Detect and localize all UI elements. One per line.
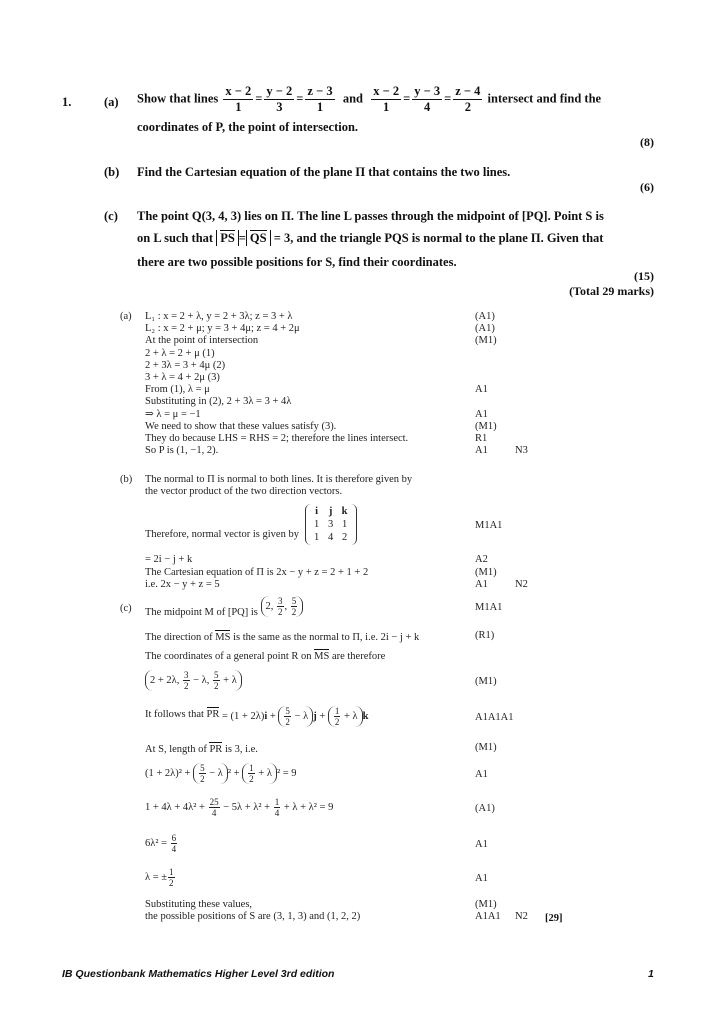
part-c-line3: there are two possible positions for S, find their coordinates. bbox=[137, 255, 457, 269]
ms-a-row: At the point of intersection (M1) bbox=[145, 335, 497, 347]
question-number: 1. bbox=[62, 95, 72, 109]
footer-title: IB Questionbank Mathematics Higher Level 3rd edition bbox=[62, 968, 335, 980]
ms-a-row: L₂ : x = 2 + μ; y = 3 + 4μ; z = 4 + 2μ (A1) bbox=[145, 323, 495, 335]
matrix-cell: j bbox=[328, 506, 333, 518]
mark-code: (M1) bbox=[475, 335, 497, 347]
ms-b-block: The normal to Π is normal to both lines. It is therefore given by the vector product of the two direction vectors. Therefore, normal vector is given by i j k 1 3 1 1 4 2 M1A1 = 2i − j + k A2 The Cartesian equation of Π is 2x − y + z = 2 + 1 + 2 (M1) i.e. 2x − y + z = 5 A1 N2 bbox=[145, 474, 528, 590]
part-c-line2: on L such that PS = QS = 3, and the triangle PQS is normal to the plane Π. Given that bbox=[137, 231, 604, 245]
mark-code: A1 bbox=[475, 408, 488, 420]
normal-determinant bbox=[305, 504, 357, 545]
matrix-cell: 4 bbox=[327, 532, 334, 544]
line1-fraction-z: $\frac{z - 3}{1}$ bbox=[307, 84, 333, 114]
line2-fraction-x: $\frac{x - 2}{1}$ bbox=[373, 84, 400, 114]
matrix-cell: 2 bbox=[341, 532, 348, 544]
mark-note: N3 bbox=[515, 445, 528, 457]
part-c-marks: (15) bbox=[634, 269, 654, 283]
ms-a-label: (a) bbox=[120, 311, 132, 322]
ms-a-row: 2 + λ = 2 + μ (1) bbox=[145, 347, 215, 359]
matrix-cell: k bbox=[341, 506, 348, 518]
part-a-text: Show that lines $\frac{x - 2}{1}$ = $\frac{y - 2}{3}$ = $\frac{z - 3}{1}$ and $\frac{x - 2}{1}$ = $\frac{y - 3}{4}$ = $\frac{z - 4}{2}$ intersect and find the bbox=[137, 84, 602, 114]
ms-a-block bbox=[145, 311, 565, 457]
part-c-line1: The point Q(3, 4, 3) lies on Π. The line L passes through the midpoint of [PQ]. Point S is bbox=[137, 209, 604, 223]
ms-a-row: 3 + λ = 4 + 2μ (3) bbox=[145, 372, 220, 384]
ms-a-row: So P is (1, −1, 2). A1 N3 bbox=[145, 445, 528, 457]
general-point: 2 + 2λ, $\frac{3}{2}$ − λ, $\frac{5}{2}$ + λ bbox=[145, 670, 242, 691]
part-a-label: (a) bbox=[104, 95, 119, 109]
line1-fraction-y: $\frac{y - 2}{3}$ bbox=[266, 84, 293, 114]
ms-c-block: The midpoint M of [PQ] is 2, $\frac{3}{2}$ , $\frac{5}{2}$ M1A1 The direction of MS is the same as the normal to Π, i.e. 2i − j + k (R1) The coordinates of a general point R on MS are therefore 2 + 2λ, $\frac{3}{2}$ − λ, $\frac{5}{2}$ + λ (M1) It follows that PR = (1 + 2λ)i + $\frac{5}{2}$ − λ j + $\frac{1}{2}$ + λ k A1A1A1 At S, length of PR is 3, i.e. (M1) (1 + 2λ)² + $\frac{5}{2}$ − λ ² + $\frac{1}{2}$ + λ ² = 9 A1 1 + 4λ + 4λ² + $\frac{25}{4}$ − 5λ + λ² + $\frac{1}{4}$ + λ + λ² = 9 (A1) 6λ² = $\frac{6}{4}$ A1 λ = ± $\frac{1}{2}$ A1 Substituting these values, (M1) the possible positions of S are (3, 1, 3) and (1, 2, 2) A1A1 N2 bbox=[145, 596, 528, 923]
part-a-line2: coordinates of P, the point of intersection. bbox=[137, 120, 359, 134]
mark-code: A1 bbox=[475, 445, 488, 457]
mark-code: A1 bbox=[475, 384, 488, 396]
ms-b-label: (b) bbox=[120, 474, 133, 485]
line2-fraction-z: $\frac{z - 4}{2}$ bbox=[455, 84, 481, 114]
part-b-text: Find the Cartesian equation of the plane Π that contains the two lines. bbox=[137, 165, 511, 179]
matrix-cell: 3 bbox=[327, 519, 334, 531]
matrix-cell: 1 bbox=[313, 532, 320, 544]
mark-code: (A1) bbox=[475, 323, 495, 335]
ms-a-row: From (1), λ = μ A1 bbox=[145, 384, 488, 396]
matrix-cell: 1 bbox=[341, 519, 348, 531]
qs-magnitude: QS bbox=[246, 230, 271, 246]
ms-c-label: (c) bbox=[120, 603, 132, 614]
ms-a-row: They do because LHS = RHS = 2; therefore the lines intersect. R1 bbox=[145, 433, 488, 445]
ms-a-row: 2 + 3λ = 3 + 4μ (2) bbox=[145, 359, 226, 371]
mark-code: (A1) bbox=[475, 311, 495, 322]
matrix-cell: 1 bbox=[313, 519, 320, 531]
ms-a-row: We need to show that these values satisfy (3). (M1) bbox=[145, 420, 497, 432]
part-b-marks: (6) bbox=[640, 180, 654, 194]
matrix-cell: i bbox=[315, 506, 319, 518]
part-b-label: (b) bbox=[104, 165, 120, 179]
ms-a-row: L₁ : x = 2 + λ, y = 2 + 3λ; z = 3 + λ (A1) bbox=[145, 311, 495, 322]
line2-fraction-y: $\frac{y - 3}{4}$ bbox=[414, 84, 441, 114]
ps-magnitude: PS bbox=[216, 230, 239, 246]
part-c-label: (c) bbox=[104, 209, 118, 223]
mark-code: (M1) bbox=[475, 420, 497, 432]
total-marks: (Total 29 marks) bbox=[569, 284, 654, 298]
line1-fraction-x: $\frac{x - 2}{1}$ bbox=[225, 84, 252, 114]
ms-total: [29] bbox=[545, 913, 563, 924]
ms-a-row: ⇒ λ = μ = −1 A1 bbox=[145, 408, 488, 420]
ms-a-row: Substituting in (2), 2 + 3λ = 3 + 4λ bbox=[145, 396, 292, 408]
midpoint-value: 2, $\frac{3}{2}$ , $\frac{5}{2}$ bbox=[261, 596, 304, 617]
mark-code: R1 bbox=[475, 433, 488, 445]
part-a-marks: (8) bbox=[640, 135, 654, 149]
page-number: 1 bbox=[648, 968, 654, 980]
